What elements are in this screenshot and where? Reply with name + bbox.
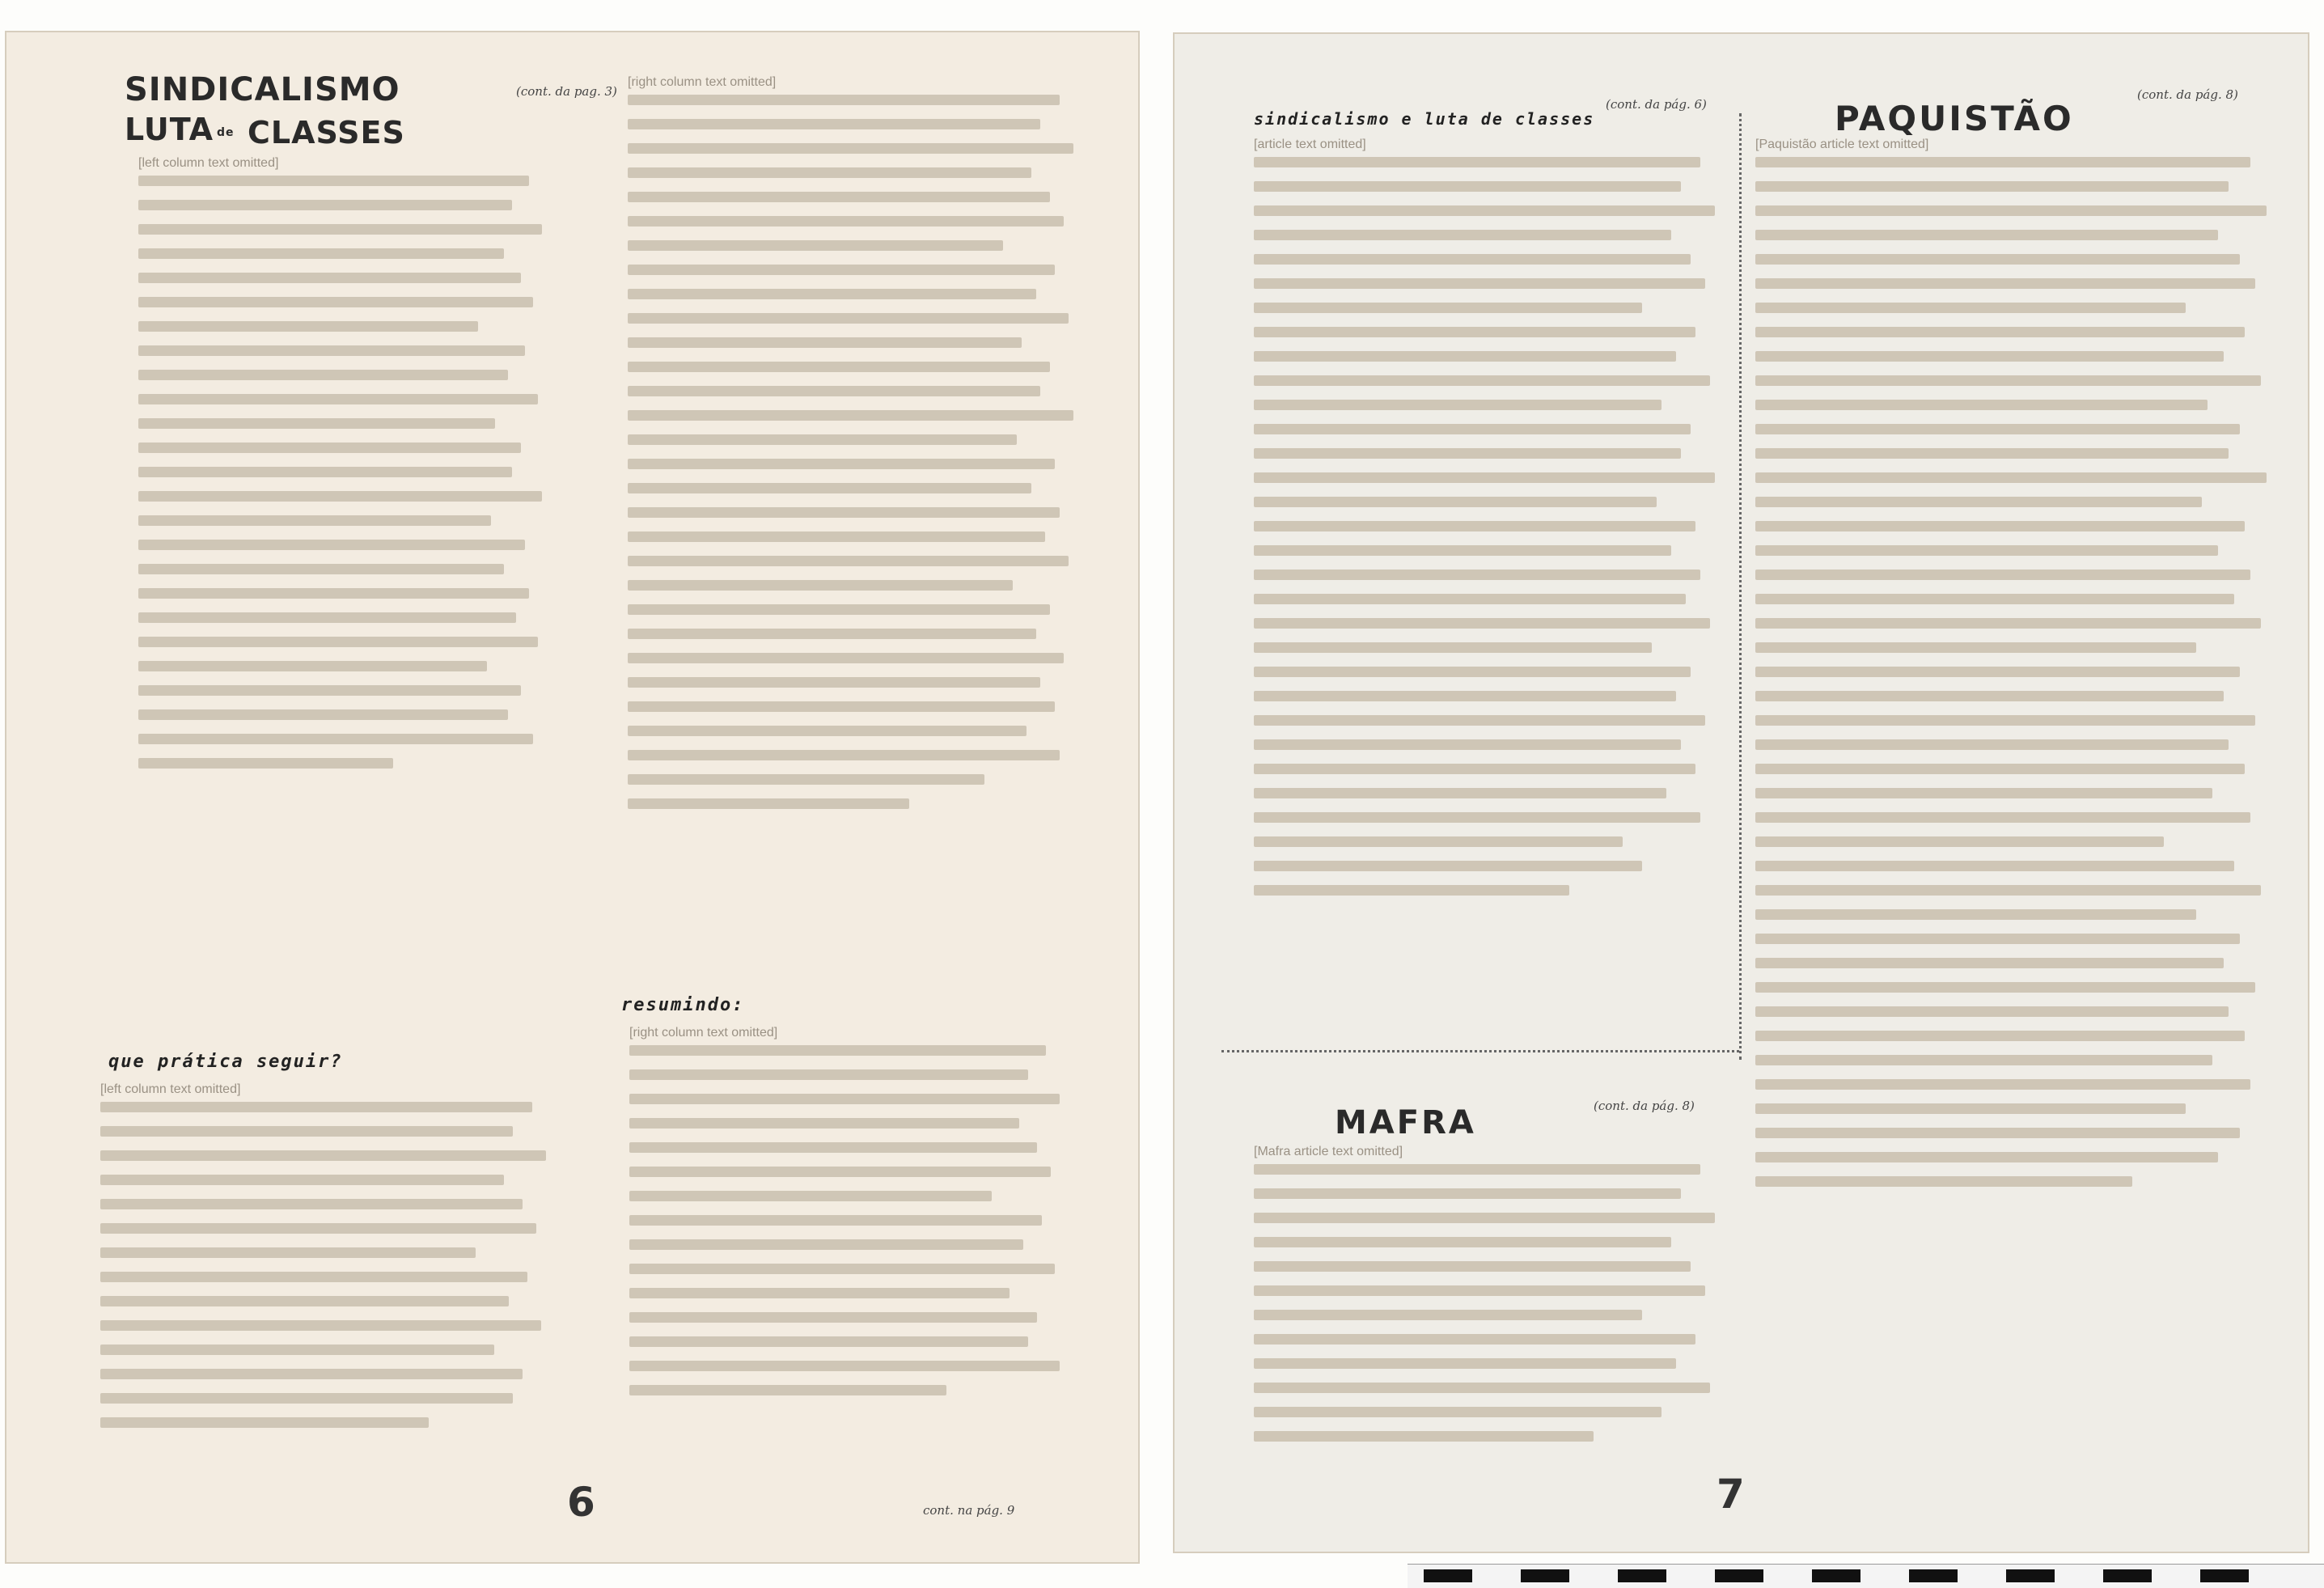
placeholder-note: [left column text omitted] xyxy=(138,156,279,170)
heading-sindicalismo: sindicalismo e luta de classes xyxy=(1254,109,1595,129)
placeholder-note: [article text omitted] xyxy=(1254,138,1366,151)
text-block-left-col1 xyxy=(138,156,563,900)
text-block-left-col1-bottom xyxy=(100,1082,569,1519)
placeholder-note: [Mafra article text omitted] xyxy=(1254,1145,1403,1158)
placeholder-note: [right column text omitted] xyxy=(628,75,777,89)
cont-paquistao: (cont. da pág. 8) xyxy=(2137,87,2238,102)
title-mafra: MAFRA xyxy=(1335,1104,1476,1141)
text-block-paquistao xyxy=(1755,138,2293,1497)
heading-resumindo: resumindo: xyxy=(621,995,745,1015)
cont-mafra: (cont. da pág. 8) xyxy=(1594,1099,1695,1113)
cont-note: (cont. da pag. 3) xyxy=(516,84,617,99)
placeholder-note: [Paquistão article text omitted] xyxy=(1755,138,1929,151)
placeholder-note: [right column text omitted] xyxy=(629,1026,778,1040)
title-sindicalismo: SINDICALISMO xyxy=(125,71,400,108)
cont-sindicalismo: (cont. da pág. 6) xyxy=(1606,97,1707,112)
section-divider-dotted xyxy=(1221,1050,1739,1052)
cont-next: cont. na pág. 9 xyxy=(923,1503,1015,1518)
right-page xyxy=(1173,32,2309,1553)
placeholder-note: [left column text omitted] xyxy=(100,1082,241,1096)
page-number-right: 7 xyxy=(1717,1471,1745,1518)
text-block-right-col1 xyxy=(1254,138,1739,1068)
title-luta: LUTA xyxy=(125,112,214,147)
column-divider-dotted xyxy=(1739,113,1751,1060)
text-block-left-col2 xyxy=(628,75,1097,973)
text-block-mafra xyxy=(1254,1145,1739,1533)
text-block-left-col2-bottom xyxy=(629,1026,1082,1511)
title-paquistao: PAQUISTÃO xyxy=(1835,99,2074,138)
page-number-left: 6 xyxy=(567,1479,595,1526)
left-page xyxy=(5,31,1140,1564)
heading-pratica: que prática seguir? xyxy=(108,1052,343,1072)
measurement-ruler xyxy=(1408,1564,2324,1588)
title-de: de xyxy=(217,126,235,139)
title-classes: CLASSES xyxy=(248,115,405,150)
